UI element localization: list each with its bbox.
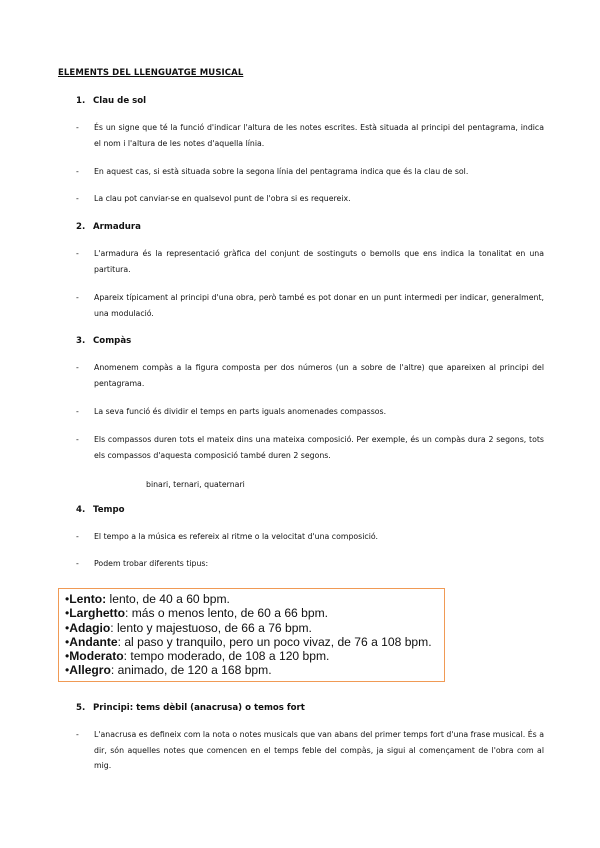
list-item [76, 360, 544, 391]
section-title: Principi: tems dèbil (anacrusa) o temos fort [93, 703, 305, 713]
list-item [76, 120, 544, 151]
dash-marker: - [76, 194, 79, 203]
tempo-desc: : al paso y tranquilo, pero un poco vivaz, de 76 a 108 bpm. [117, 634, 432, 649]
list-item [76, 432, 544, 463]
list-item-text: La clau pot canviar-se en qualsevol punt de l'obra si es requereix. [94, 194, 351, 203]
tempo-item-moderato [65, 649, 438, 663]
tempo-name: Allegro [69, 663, 111, 678]
dash-marker: - [76, 435, 79, 444]
list-item-text: L'armadura és la representació gràfica del conjunt de sostinguts o bemolls que ens indica la tonalitat en una partitura. [94, 249, 544, 274]
section-heading-1 [76, 96, 146, 106]
dash-marker: - [76, 167, 79, 176]
list-item [76, 290, 544, 321]
tempo-desc: lento, de 40 a 60 bpm. [106, 592, 230, 606]
tempo-item-allegro [65, 663, 438, 677]
tempo-name: Lento: [69, 592, 107, 606]
tempo-desc: : lento y majestuoso, de 66 a 76 bpm. [110, 620, 312, 635]
tempo-bullet: • [65, 592, 70, 606]
dash-marker: - [76, 407, 79, 416]
tempo-desc: : animado, de 120 a 168 bpm. [110, 663, 272, 678]
section-title: Tempo [93, 505, 125, 515]
list-item-text: Els compassos duren tots el mateix dins una mateixa composició. Per exemple, és un compàs dura 2 segons, tots els compassos d'aquesta composició també duren 2 segons. [94, 435, 544, 460]
list-item [76, 246, 544, 277]
tempo-name: Moderato [69, 649, 124, 664]
tempo-name: Adagio [69, 620, 111, 635]
tempo-desc: : tempo moderado, de 108 a 120 bpm. [123, 649, 330, 664]
section-title: Armadura [93, 222, 141, 232]
section-heading-5 [76, 703, 305, 713]
list-item-text: El tempo a la música es refereix al ritme o la velocitat d'una composició. [94, 532, 378, 541]
list-item-text: L'anacrusa es defineix com la nota o notes musicals que van abans del primer temps fort d'una frase musical. És a dir, són aquelles notes que comencen en el temps feble del compàs, ja sigui al començament de l'obra com al mig. [94, 730, 544, 770]
list-item [76, 529, 544, 545]
compas-types-text: binari, ternari, quaternari [146, 480, 245, 489]
section-number: 2. [76, 222, 86, 232]
section-number: 3. [76, 336, 86, 346]
list-item-text: Anomenem compàs a la figura composta per dos números (un a sobre de l'altre) que apareixen al principi del pentagrama. [94, 363, 544, 388]
section-number: 4. [76, 505, 86, 515]
list-item-text: La seva funció és dividir el temps en parts iguals anomenades compassos. [94, 407, 387, 416]
tempo-bullet: • [65, 663, 70, 678]
dash-marker: - [76, 249, 79, 258]
tempo-name: Larghetto [69, 606, 125, 621]
dash-marker: - [76, 123, 79, 132]
dash-marker: - [76, 559, 79, 568]
dash-marker: - [76, 532, 79, 541]
dash-marker: - [76, 363, 79, 372]
list-item-text: Podem trobar diferents tipus: [94, 559, 209, 568]
list-item [76, 727, 544, 774]
list-item-text: És un signe que té la funció d'indicar l'altura de les notes escrites. Està situada al principi del pentagrama, indica el nom i l'altura de les notes d'aquella línia. [94, 123, 544, 148]
tempo-list-box [58, 588, 445, 682]
dash-marker: - [76, 730, 79, 739]
tempo-bullet: • [65, 620, 70, 635]
tempo-item-adagio [65, 621, 438, 635]
tempo-item-andante [65, 635, 438, 649]
tempo-bullet: • [65, 634, 70, 649]
section-heading-3 [76, 336, 131, 346]
section-title: Compàs [93, 336, 132, 346]
tempo-item-lento [65, 592, 438, 606]
list-item [76, 556, 544, 572]
tempo-item-larghetto [65, 606, 438, 620]
list-item-text: En aquest cas, si està situada sobre la segona línia del pentagrama indica que és la clau de sol. [94, 167, 469, 176]
tempo-name: Andante [69, 634, 118, 649]
list-item [76, 404, 544, 420]
list-item [76, 191, 544, 207]
list-item [76, 164, 544, 180]
tempo-bullet: • [65, 606, 70, 621]
list-item-text: Apareix típicament al principi d'una obra, però també es pot donar en un punt intermedi per indicar, generalment, una modulació. [94, 293, 544, 318]
section-heading-2 [76, 222, 141, 232]
tempo-bullet: • [65, 649, 70, 664]
section-title: Clau de sol [93, 96, 147, 106]
section-number: 5. [76, 703, 86, 713]
dash-marker: - [76, 293, 79, 302]
section-heading-4 [76, 505, 125, 515]
section-number: 1. [76, 96, 86, 106]
document-title: ELEMENTS DEL LLENGUATGE MUSICAL [58, 68, 244, 78]
tempo-desc: : más o menos lento, de 60 a 66 bpm. [125, 606, 329, 621]
